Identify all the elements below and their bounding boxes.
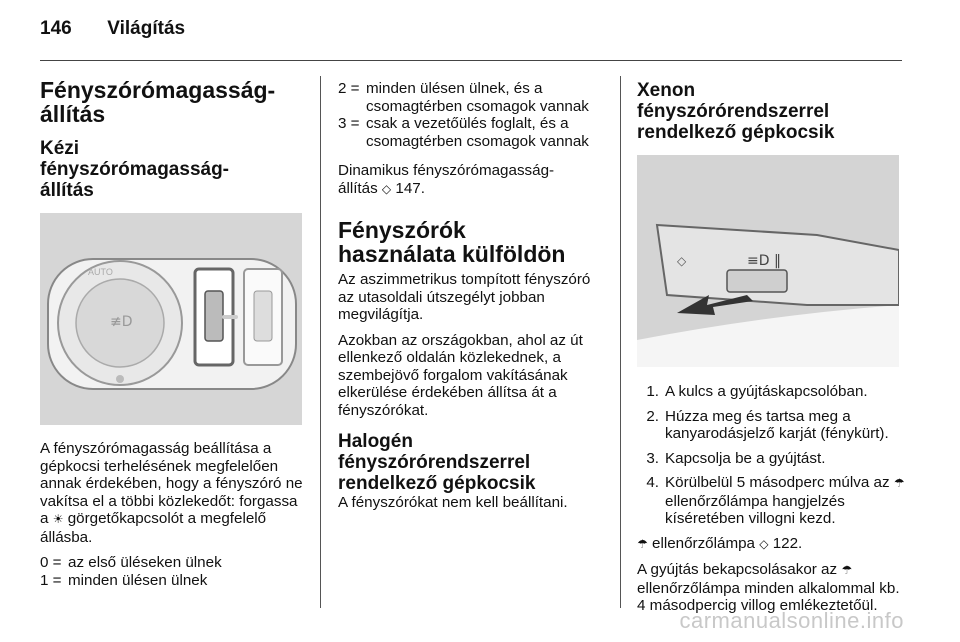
definition-text: minden ülésen ülnek [68, 571, 208, 589]
column-3 [637, 80, 905, 615]
asymmetric-paragraph: Az aszimmetrikus tompított fényszóró az utasoldali útszegélyt jobban megvilágítja. [338, 271, 591, 323]
list-item [637, 474, 905, 528]
warning-lamp-text: ellenőrzőlámpa [652, 534, 755, 552]
svg-text:◇: ◇ [677, 254, 687, 268]
column-2 [338, 80, 606, 512]
indicator-stalk-image [637, 155, 899, 367]
definition-row [40, 572, 305, 590]
load-definitions [40, 554, 305, 589]
step-text-b: ellenőrzőlámpa hangjelzés kíséretében villogni kezd. [665, 492, 845, 527]
definition-row [338, 80, 606, 115]
list-item [637, 408, 905, 443]
definition-row [40, 554, 305, 572]
column-divider-2 [620, 76, 621, 608]
headlamp-range-icon: ☀ [52, 512, 64, 526]
section-title: Világítás [107, 18, 186, 39]
warning-lamp-ref [637, 535, 905, 554]
definition-text: minden ülésen ülnek, és a csomagtérben csomagok vannak [366, 80, 589, 115]
header-rule [40, 60, 902, 61]
auto-label: AUTO [88, 267, 113, 277]
list-item [637, 383, 905, 401]
definition-text: csak a vezetőülés foglalt, és a csomagtérben csomagok vannak [366, 115, 589, 150]
svg-text:≢D: ≢D [110, 314, 133, 330]
ref-page: 147. [395, 179, 425, 197]
step-number: 1. [646, 383, 659, 400]
step-text: Húzza meg és tartsa meg a kanyarodásjelző karját (fénykürt). [665, 407, 889, 442]
step-number: 2. [646, 407, 659, 425]
page-header [40, 18, 185, 40]
definition-key: 0 = [40, 554, 62, 571]
xenon-steps-list [637, 383, 905, 528]
step-text: A kulcs a gyújtáskapcsolóban. [665, 383, 868, 400]
warning-lamp-icon: ☂ [637, 536, 648, 551]
leveling-text-end: görgetőkapcsolót a megfelelő állásba. [40, 510, 267, 546]
page-ref-arrow-icon: ◇ [759, 536, 769, 551]
definition-key: 1 = [40, 571, 62, 589]
countries-paragraph: Azokban az országokban, ahol az út ellenkező oldalán közlekednek, a szembejövő forgalom vakításának elkerülése érdekében állítsa át a fényszórókat. [338, 331, 583, 419]
svg-text:≡D ‖: ≡D ‖ [747, 253, 781, 269]
watermark: carmanualsonline.info [679, 608, 904, 633]
abroad-heading: Fényszórók használata külföldön [338, 217, 566, 267]
ignition-text-a: A gyújtás bekapcsolásakor az [637, 561, 838, 578]
step-text: Kapcsolja be a gyújtást. [665, 449, 826, 467]
column-divider-1 [320, 76, 321, 608]
headlight-switch-image [40, 213, 302, 425]
definition-key: 2 = [338, 80, 360, 97]
xenon-heading: Xenon fényszórórendszerrel rendelkező gépkocsik [637, 80, 835, 143]
step-number: 4. [646, 474, 659, 491]
definition-row [338, 115, 606, 150]
warning-lamp-icon: ☂ [893, 476, 905, 490]
definition-key: 3 = [338, 115, 360, 132]
ignition-paragraph [637, 561, 905, 615]
halogen-subheading: Halogén fényszórórendszerrel rendelkező gépkocsik [338, 431, 536, 494]
step-text-a: Körülbelül 5 másodperc múlva az [665, 474, 890, 491]
step-number: 3. [646, 449, 659, 467]
ignition-text-b: ellenőrzőlámpa minden alkalommal kb. 4 másodpercig villog emlékeztetőül. [637, 579, 900, 614]
column-1 [40, 72, 305, 589]
page-ref-arrow-icon: ◇ [381, 181, 392, 196]
leveling-paragraph [40, 440, 305, 546]
dynamic-leveling-ref [338, 162, 578, 198]
warning-lamp-page: 122. [772, 534, 803, 552]
halogen-paragraph: A fényszórókat nem kell beállítani. [338, 494, 568, 511]
warning-lamp-icon: ☂ [841, 563, 853, 577]
manual-leveling-subtitle: Kézi fényszórómagasság-állítás [40, 138, 230, 201]
definition-text: az első üléseken ülnek [68, 554, 222, 571]
list-item [637, 450, 905, 468]
ref-text: Dinamikus fényszórómagasság-állítás [338, 162, 555, 197]
page-number: 146 [40, 18, 72, 39]
step-text [665, 474, 905, 528]
leveling-text: A fényszórómagasság beállítása a gépkocsi terhelésének megfelelően annak érdekében, hogy a fényszóró ne vakítsa el a többi közlekedőt: forgassa a [40, 440, 303, 527]
manual-leveling-title: Fényszórómagasság-állítás [40, 77, 276, 127]
